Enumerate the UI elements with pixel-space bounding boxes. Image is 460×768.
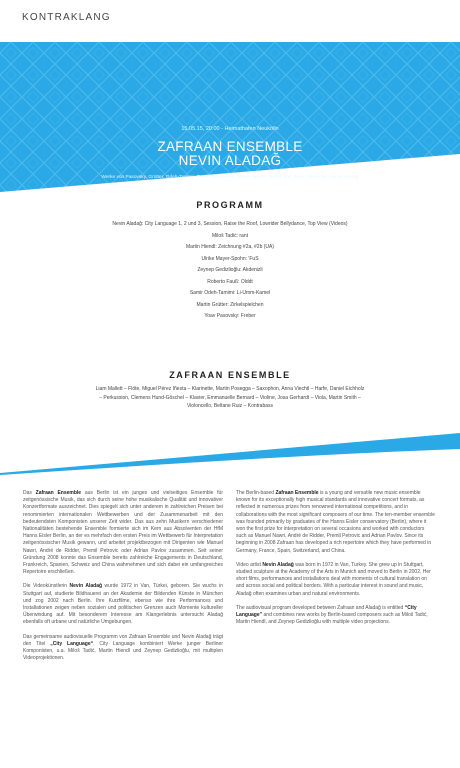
english-paragraph [236,490,436,555]
program-item: Nevin Aladağ: City Language 1, 2 und 3, Session, Raise the Roof, Lowrider Bellydance, Top View (Videos) [112,221,348,227]
program-item: Martin Hiendl: Zeichnung #2a, #2b (UA) [185,244,275,250]
text-span: Das gemeinsame audiovisuelle Programm von Zafraan Ensemble und Nevin Aladağ trägt den Titel [23,633,223,647]
text-span: The audiovisual program developed between Zafraan and Aladağ is entitled [236,604,405,611]
wave-divider [0,425,460,475]
english-text-column [236,490,436,633]
site-logo[interactable] [22,12,111,23]
german-paragraph [23,634,223,663]
english-paragraph [236,562,436,598]
bold-text: „City Language“ [50,640,94,647]
english-paragraph [236,605,436,627]
bold-text: “City Language” [236,604,417,619]
bold-text: Nevin Aladağ [262,561,294,568]
hero-banner [0,42,460,192]
program-item: Miloš Tadić: rant [211,232,249,239]
german-paragraph [23,583,223,626]
ensemble-heading: ZAFRAAN ENSEMBLE [169,370,291,380]
event-subtitle: Werke von Pasovsky, Grütter, Odeh-Tamimi, Fauß, Gedizlioğlu, Mayer-Spohn, Hiendl und Tadić Videos von Nevin Aladağ [101,175,359,180]
text-span: . City Language kombiniert Werke junger Berliner Komponisten, u.a. Miloš Tadić, Martin Hiendl und Zeynep Gedizlioğlu, mit multiplen Videoprojektionen. [23,640,223,662]
wave-band [0,433,460,475]
text-span: aus Berlin ist ein junges und vielseitiges Ensemble für zeitgenössische Musik, das sich durch seine hohe musikalische Qualität und innovativer Konzertformate auszeichnet. Dies spiegelt sich unter anderem in zahlreichen Preisen bei renommierten internationalen Wettbewerben und der Zusammenarbeit mit den bedeutendsten Komponisten unserer Zeit wider. Das aus zehn Musikern verschiedener Nationalitäten bestehende Ensemble formierte sich im Kern aus Absolventen der HfM Hanns Eisler Berlin, an der es mehrfach den ersten Preis im Wettbewerb für Interpretation zeitgenössischer Musik gewann, und arbeitet projektbezogen mit Dirigenten wie Manuel Nawri, André de Ridder, Premil Petrovic oder Adrian Pavlov zusammen. Seit seiner Gründung 2008 konnte das Ensemble bereits zahlreiche Engagements in Deutschland, Frankreich, Spanien, Schweiz und China wahrnehmen und sich dabei ein umfangreiches Repertoire erschließen. [23,490,223,576]
text-span: wurde 1972 in Van, Türkei, geboren. Sie wuchs in Stuttgart auf, studierte Bildhauerei an der Akademie der Bildenden Künste in München und zog 2002 nach Berlin. Ihre Kurzfilme, ebenso wie ihre Performances und Installationen zeigen neben sozialen und politischen Grenzen auch Momente kultureller Überwindung auf. Mit besonderem Interesse am Klangerlebnis untersucht Aladağ ebenfalls oft urbane und natürliche Umgebungen. [23,583,223,626]
text-span: The Berlin-based [236,490,276,496]
bold-text: Nevin Aladağ [69,583,103,590]
text-span: and combines new works by Berlin-based composers such as Miloš Tadić, Martin Hiendl, and Zeynep Gedizlioğlu with multiple video projections. [236,612,428,626]
event-date-venue: 15.05.15, 20:00 - Heimathafen Neukölln [181,126,279,132]
program-item: Ulrike Mayer-Spohn: 'FuS [201,255,259,262]
program-item: Zeynep Gedizlioğlu: Akdenizli [197,267,263,273]
hero-background [0,42,460,192]
program-item: Samir Odeh-Tamimi: Li-Umm-Kamel [189,290,271,296]
german-text-column [23,490,223,669]
bold-text: Zafraan Ensemble [35,490,82,496]
text-span: Video artist [236,561,263,568]
text-span: was born in 1972 in Van, Turkey. She grew up in Stuttgart, studied sculpture at the Academy of the Arts in Munich and moved to Berlin in 2002. Her short films, performances and installations deal with moments of cultural translation on and across social and political borders. With a particular interest in sound and music, Aladağ often examines urban and natural environments. [236,561,431,597]
text-span: Die Videokünstlerin [23,583,70,590]
bold-text: Zafraan Ensemble [275,490,319,496]
logo-text: KONTRAKLANG [22,12,111,23]
hero-pattern [0,42,460,192]
ensemble-members: Liam Mallett – Flöte, Miguel Pérez Iñesta – Klarinette, Martin Posegga – Saxophon, Anna Viechtl – Harfe, Daniel Eichholz – Perkussion, Clemens Hund-Göschel – Klavier, Emmanuelle Bernard – Violine, Josa Gerhardt – Viola, Martin Smith – Violoncello, Beltane Ruiz – Kontrabass [95,386,365,409]
program-item: Yoav Pasovsky: Freber [204,313,256,319]
event-title-line2: NEVIN ALADAĞ [178,153,282,168]
program-item: Roberto Fauß: Olddt [207,278,253,285]
program-item: Martin Grütter: Zirkelspielchen [196,301,264,308]
event-title [0,140,460,168]
text-span: is a young and versatile new music ensemble known for its exceptionally high musical standards and innovative concert formats, as reflected in numerous prizes from renowned international competitions, and in collaborations with the most significant composers of our time. The ten-member ensemble was founded primarily by graduates of the Hanns Eisler conservatory (Berlin), where it won the first prize for interpretation on several occasions and worked with conductors such as Manuel Nawri, André de Ridder, Premil Petrovic and Adrian Pavlov. Since its beginning in 2008 Zafraan has developed a rich repertoire which they have performed in Germany, France, Spain, Switzerland, and China. [236,490,435,554]
site-header [0,0,460,42]
program-heading: PROGRAMM [196,200,264,210]
event-title-line1: ZAFRAAN ENSEMBLE [157,139,303,154]
text-span: Das [23,490,36,496]
program-list [60,219,400,323]
german-paragraph [23,490,223,576]
